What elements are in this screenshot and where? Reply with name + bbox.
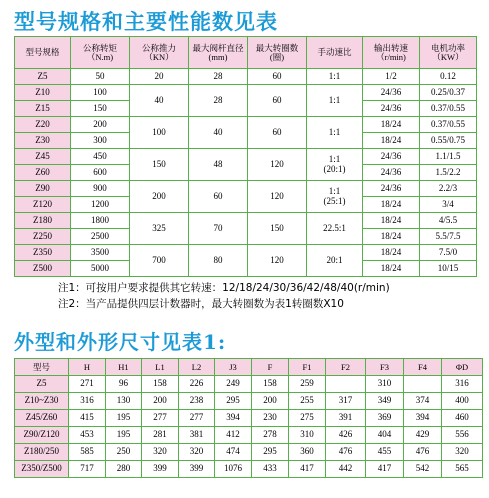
thrust-cell: 100: [130, 117, 189, 149]
dims-cell: 565: [442, 461, 483, 478]
speed-cell: 18/24: [363, 133, 420, 149]
table-row: [15, 149, 477, 165]
table-row: [15, 393, 483, 410]
dims-cell: 317: [326, 393, 366, 410]
turns-cell: 120: [248, 149, 307, 181]
dims-header-cell: F1: [289, 359, 326, 376]
dims-cell: 542: [404, 461, 442, 478]
dims-cell: 200: [142, 393, 179, 410]
table-row: [15, 444, 483, 461]
thrust-cell: 700: [130, 245, 189, 277]
dims-header-cell: 型号: [15, 359, 69, 376]
dims-cell: 249: [215, 376, 252, 393]
dims-cell: 455: [366, 444, 404, 461]
table-row: [15, 85, 477, 101]
dims-cell: 391: [326, 410, 366, 427]
model-cell: Z60: [15, 165, 71, 181]
speed-cell: 24/36: [363, 149, 420, 165]
ratio-cell: 1:1 (20:1): [307, 149, 363, 181]
dims-cell: 130: [106, 393, 142, 410]
note-1: 注1：可按用户要求提供其它转速：12/18/24/30/36/42/48/40(r/min): [58, 282, 390, 294]
spec-header-cell: 最大阀杆直径 (mm): [189, 37, 248, 69]
dims-cell: 429: [404, 427, 442, 444]
ratio-cell: 20:1: [307, 245, 363, 277]
dims-cell: 310: [366, 376, 404, 393]
dims-header-cell: L1: [142, 359, 179, 376]
dims-cell: 717: [69, 461, 106, 478]
dims-cell: 360: [289, 444, 326, 461]
dims-header-cell: F2: [326, 359, 366, 376]
model-cell: Z20: [15, 117, 71, 133]
dims-model-cell: Z180/250: [15, 444, 69, 461]
dims-cell: 476: [404, 444, 442, 461]
dims-cell: 295: [252, 444, 289, 461]
speed-cell: 18/24: [363, 117, 420, 133]
dims-cell: 476: [326, 444, 366, 461]
dims-cell: 453: [69, 427, 106, 444]
torque-cell: 900: [71, 181, 130, 197]
stem-cell: 80: [189, 245, 248, 277]
turns-cell: 120: [248, 245, 307, 277]
power-cell: 3/4: [420, 197, 477, 213]
dims-header-cell: J3: [215, 359, 252, 376]
model-cell: Z5: [15, 69, 71, 85]
torque-cell: 200: [71, 117, 130, 133]
speed-cell: 18/24: [363, 213, 420, 229]
power-cell: 0.12: [420, 69, 477, 85]
note-2: 注2：当产品提供四层计数器时，最大转圈数为表1转圈数X10: [58, 298, 344, 310]
ratio-cell: 1:1: [307, 85, 363, 117]
spec-header-cell: 公称推力 （KN）: [130, 37, 189, 69]
dims-cell: 585: [69, 444, 106, 461]
dims-cell: 474: [215, 444, 252, 461]
dims-cell: 275: [289, 410, 326, 427]
power-cell: 4/5.5: [420, 213, 477, 229]
model-cell: Z15: [15, 101, 71, 117]
model-cell: Z30: [15, 133, 71, 149]
speed-cell: 18/24: [363, 261, 420, 277]
dims-cell: 271: [69, 376, 106, 393]
speed-cell: 18/24: [363, 245, 420, 261]
model-cell: Z45: [15, 149, 71, 165]
power-cell: 1.1/1.5: [420, 149, 477, 165]
dims-cell: 259: [289, 376, 326, 393]
dims-cell: 349: [366, 393, 404, 410]
dims-cell: [326, 376, 366, 393]
power-cell: 0.37/0.55: [420, 101, 477, 117]
power-cell: 7.5/0: [420, 245, 477, 261]
dims-cell: 195: [106, 427, 142, 444]
dims-table-title: 外型和外形尺寸见表1:: [14, 330, 227, 354]
torque-cell: 450: [71, 149, 130, 165]
torque-cell: 1800: [71, 213, 130, 229]
dims-cell: 412: [215, 427, 252, 444]
stem-cell: 28: [189, 69, 248, 85]
dims-header-cell: F4: [404, 359, 442, 376]
torque-cell: 1200: [71, 197, 130, 213]
dims-header-row: [15, 359, 483, 376]
thrust-cell: 150: [130, 149, 189, 181]
speed-cell: 24/36: [363, 101, 420, 117]
dims-cell: 426: [326, 427, 366, 444]
dims-header-cell: H: [69, 359, 106, 376]
thrust-cell: 200: [130, 181, 189, 213]
turns-cell: 150: [248, 213, 307, 245]
spec-header-cell: 手动速比: [307, 37, 363, 69]
dims-cell: 381: [179, 427, 215, 444]
power-cell: 1.5/2.2: [420, 165, 477, 181]
power-cell: 0.37/0.55: [420, 117, 477, 133]
turns-cell: 60: [248, 85, 307, 117]
speed-cell: 1/2: [363, 69, 420, 85]
dims-model-cell: Z350/Z500: [15, 461, 69, 478]
spec-table-title: 型号规格和主要性能数见表: [14, 9, 278, 34]
table-row: [15, 376, 483, 393]
dims-header-cell: ΦD: [442, 359, 483, 376]
model-cell: Z180: [15, 213, 71, 229]
dims-cell: 556: [442, 427, 483, 444]
ratio-cell: 22.5:1: [307, 213, 363, 245]
model-cell: Z90: [15, 181, 71, 197]
dims-cell: 320: [179, 444, 215, 461]
stem-cell: 60: [189, 181, 248, 213]
dims-header-cell: L2: [179, 359, 215, 376]
dims-cell: 460: [442, 410, 483, 427]
spec-header-cell: 输出转速 （r/min): [363, 37, 420, 69]
table-row: [15, 117, 477, 133]
speed-cell: 18/24: [363, 197, 420, 213]
dims-cell: 230: [252, 410, 289, 427]
dims-header-cell: H1: [106, 359, 142, 376]
dims-cell: 399: [179, 461, 215, 478]
torque-cell: 3500: [71, 245, 130, 261]
stem-cell: 70: [189, 213, 248, 245]
turns-cell: 120: [248, 181, 307, 213]
turns-cell: 60: [248, 69, 307, 85]
dims-cell: 158: [252, 376, 289, 393]
dims-cell: 277: [142, 410, 179, 427]
spec-header-row: [15, 37, 477, 69]
model-cell: Z120: [15, 197, 71, 213]
ratio-cell: 1:1: [307, 117, 363, 149]
thrust-cell: 325: [130, 213, 189, 245]
dims-model-cell: Z5: [15, 376, 69, 393]
dims-cell: 96: [106, 376, 142, 393]
ratio-cell: 1:1 (25:1): [307, 181, 363, 213]
power-cell: 0.55/0.75: [420, 133, 477, 149]
dims-cell: 200: [252, 393, 289, 410]
dims-header-cell: F: [252, 359, 289, 376]
stem-cell: 40: [189, 117, 248, 149]
turns-cell: 60: [248, 117, 307, 149]
dims-cell: 238: [179, 393, 215, 410]
spec-header-cell: 电机功率 （KW）: [420, 37, 477, 69]
dims-cell: 278: [252, 427, 289, 444]
dims-cell: 255: [289, 393, 326, 410]
dims-header-cell: F3: [366, 359, 404, 376]
dims-cell: 415: [69, 410, 106, 427]
dims-cell: 320: [142, 444, 179, 461]
torque-cell: 300: [71, 133, 130, 149]
spec-header-cell: 公称转矩 （N.m): [71, 37, 130, 69]
dims-cell: 369: [366, 410, 404, 427]
stem-cell: 28: [189, 85, 248, 117]
dims-cell: 394: [215, 410, 252, 427]
dims-cell: 310: [289, 427, 326, 444]
dims-cell: 250: [106, 444, 142, 461]
spec-table: [14, 36, 477, 277]
dims-cell: 374: [404, 393, 442, 410]
power-cell: 5.5/7.5: [420, 229, 477, 245]
dims-cell: 433: [252, 461, 289, 478]
dims-cell: 281: [142, 427, 179, 444]
dims-cell: 277: [179, 410, 215, 427]
spec-header-cell: 型号规格: [15, 37, 71, 69]
torque-cell: 5000: [71, 261, 130, 277]
dims-cell: 316: [69, 393, 106, 410]
table-row: [15, 213, 477, 229]
ratio-cell: 1:1: [307, 69, 363, 85]
dims-cell: 399: [142, 461, 179, 478]
dims-cell: 1076: [215, 461, 252, 478]
dims-cell: 400: [442, 393, 483, 410]
dims-cell: 394: [404, 410, 442, 427]
dims-cell: 417: [289, 461, 326, 478]
dims-model-cell: Z10~Z30: [15, 393, 69, 410]
table-row: [15, 410, 483, 427]
table-row: [15, 69, 477, 85]
dims-model-cell: Z90/Z120: [15, 427, 69, 444]
dims-model-cell: Z45/Z60: [15, 410, 69, 427]
dims-cell: 316: [442, 376, 483, 393]
power-cell: 10/15: [420, 261, 477, 277]
torque-cell: 50: [71, 69, 130, 85]
dims-cell: 226: [179, 376, 215, 393]
speed-cell: 24/36: [363, 165, 420, 181]
model-cell: Z10: [15, 85, 71, 101]
model-cell: Z350: [15, 245, 71, 261]
speed-cell: 24/36: [363, 85, 420, 101]
table-row: [15, 427, 483, 444]
torque-cell: 600: [71, 165, 130, 181]
table-row: [15, 245, 477, 261]
dims-cell: 404: [366, 427, 404, 444]
dims-cell: 158: [142, 376, 179, 393]
speed-cell: 24/36: [363, 181, 420, 197]
spec-header-cell: 最大转圈数 (圈): [248, 37, 307, 69]
stem-cell: 48: [189, 149, 248, 181]
dims-cell: 417: [366, 461, 404, 478]
model-cell: Z500: [15, 261, 71, 277]
power-cell: 0.25/0.37: [420, 85, 477, 101]
model-cell: Z250: [15, 229, 71, 245]
thrust-cell: 20: [130, 69, 189, 85]
dims-cell: 195: [106, 410, 142, 427]
torque-cell: 2500: [71, 229, 130, 245]
dims-cell: 280: [106, 461, 142, 478]
table-row: [15, 181, 477, 197]
speed-cell: 18/24: [363, 229, 420, 245]
dims-cell: 295: [215, 393, 252, 410]
thrust-cell: 40: [130, 85, 189, 117]
dims-cell: 442: [326, 461, 366, 478]
dims-table: [14, 358, 483, 478]
dims-cell: 320: [442, 444, 483, 461]
torque-cell: 150: [71, 101, 130, 117]
table-row: [15, 461, 483, 478]
power-cell: 2.2/3: [420, 181, 477, 197]
dims-cell: [404, 376, 442, 393]
torque-cell: 100: [71, 85, 130, 101]
